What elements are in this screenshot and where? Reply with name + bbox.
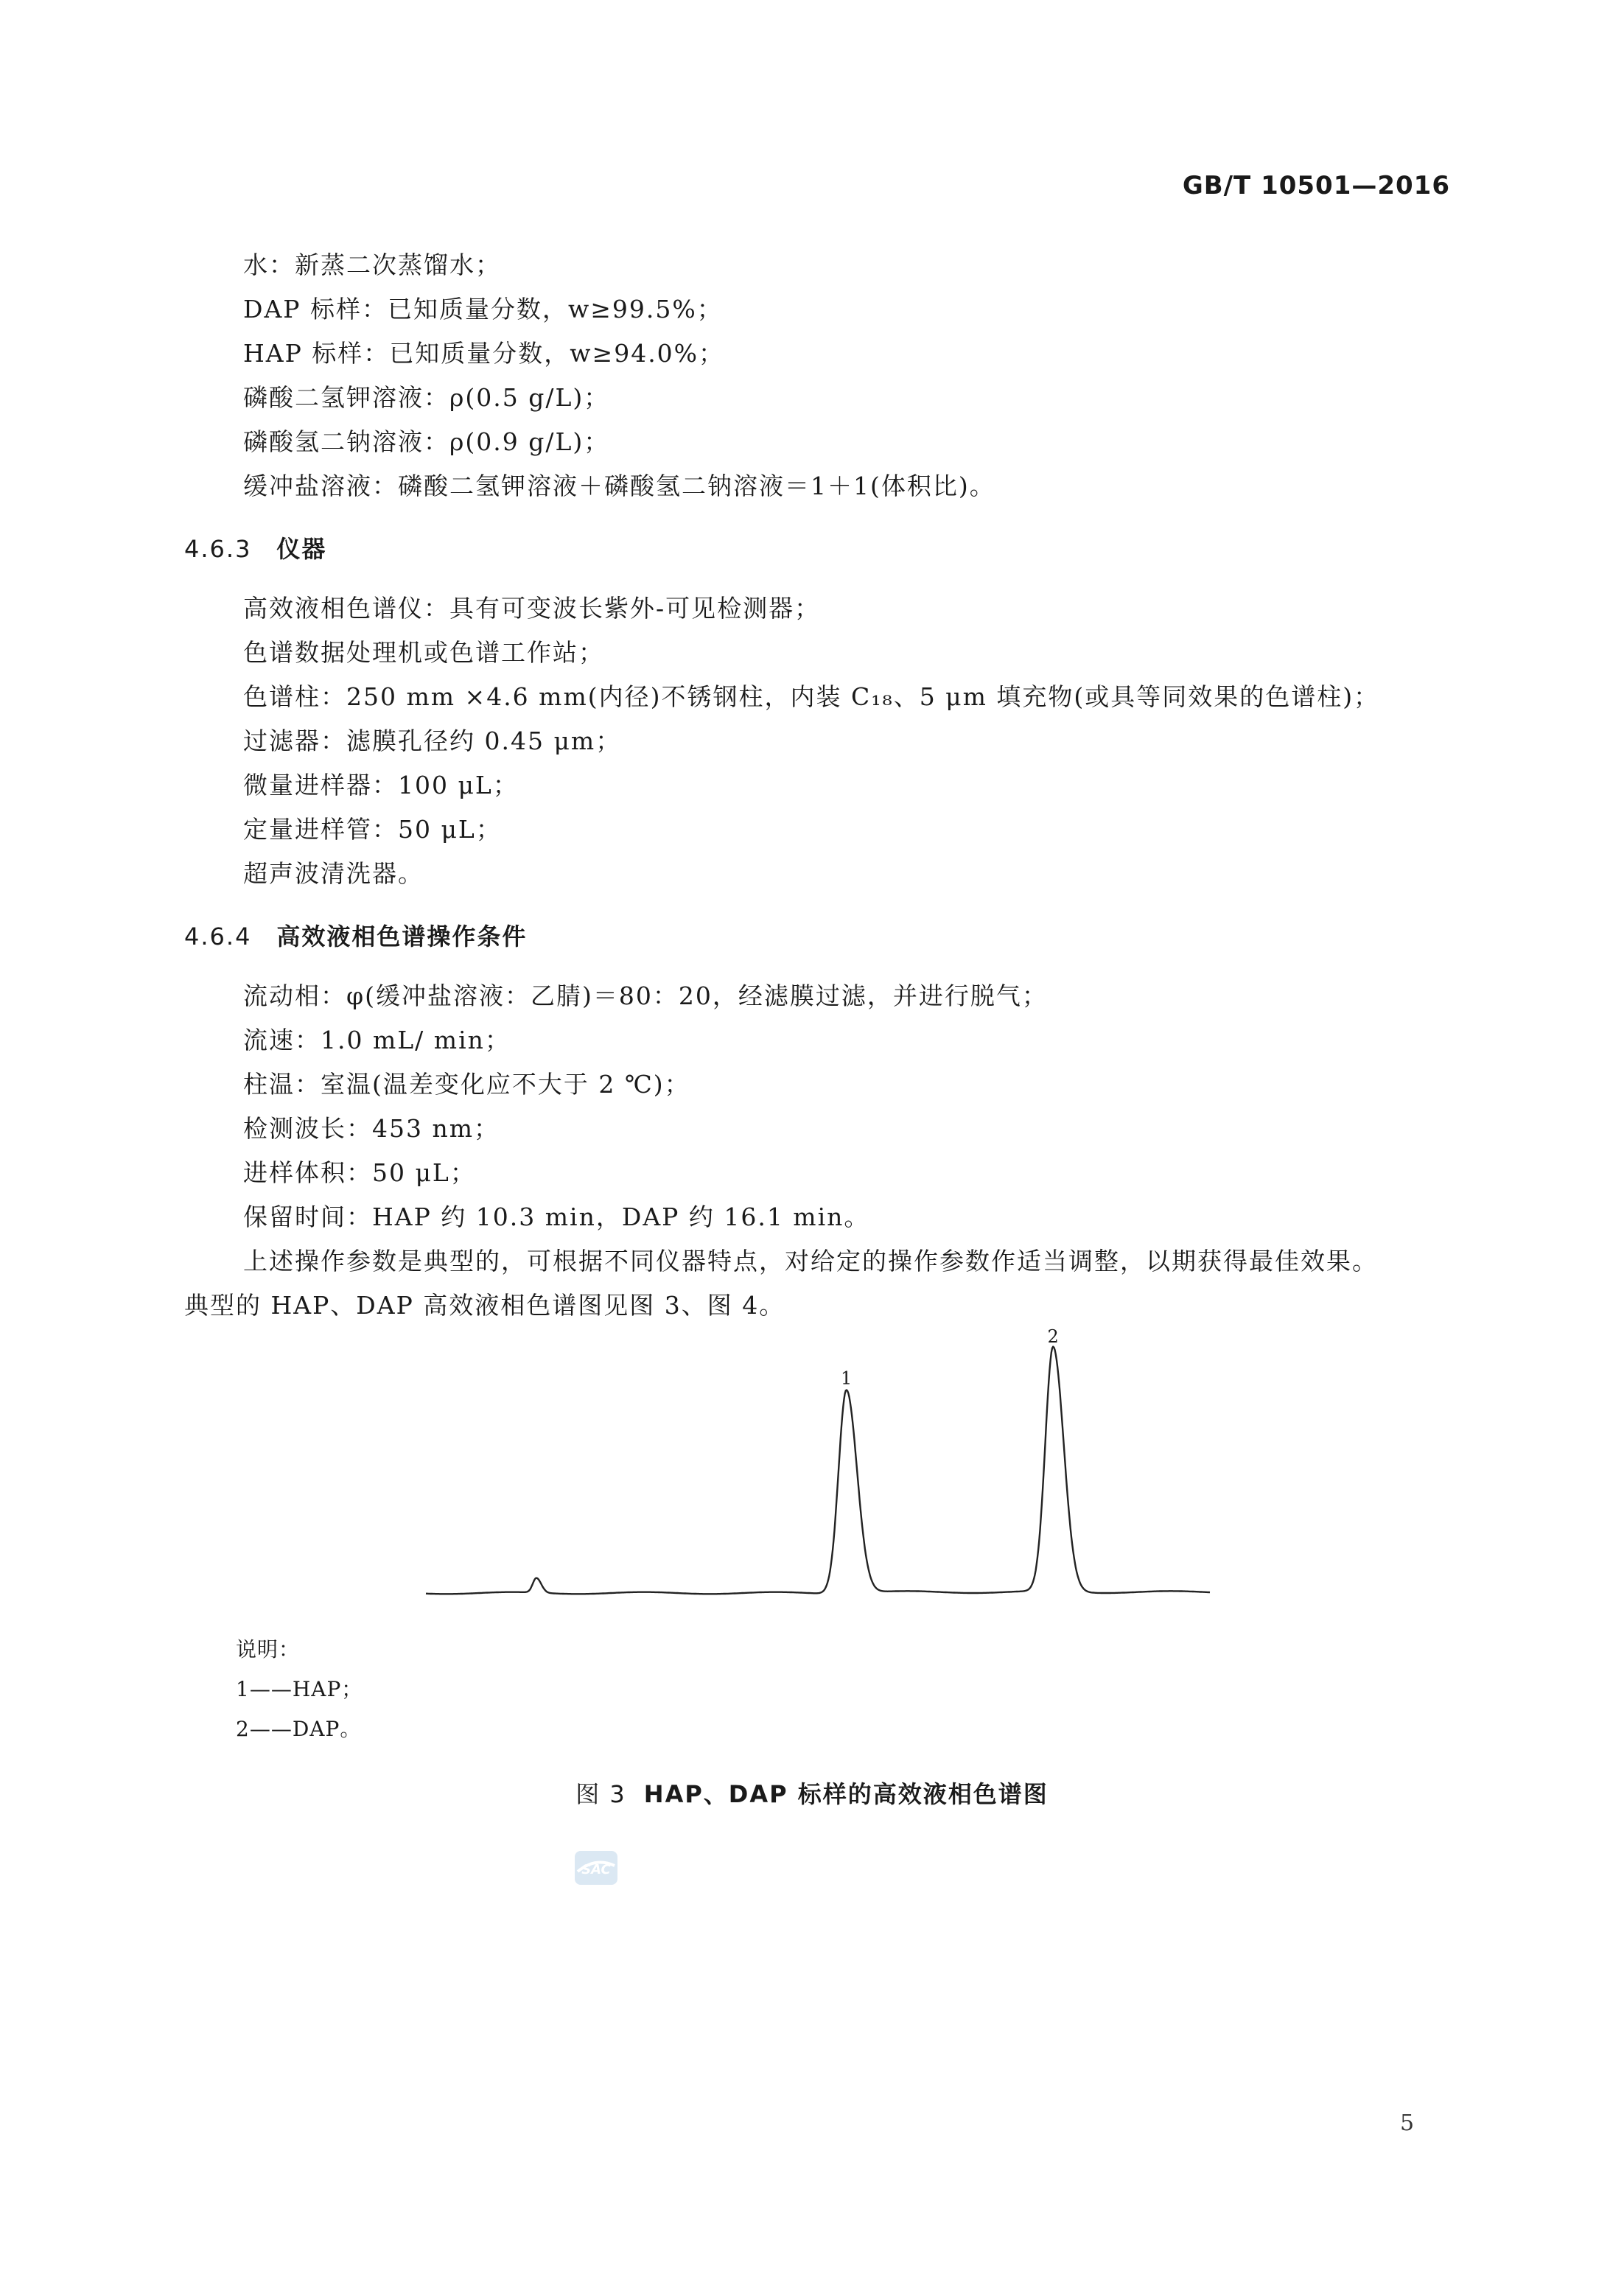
list-item: 检测波长：453 nm； [243, 1114, 500, 1143]
list-item: 流动相：φ(缓冲盐溶液：乙腈)＝80：20，经滤膜过滤，并进行脱气； [243, 981, 1048, 1010]
list-item: 进样体积：50 μL； [243, 1158, 476, 1187]
sac-logo-icon [573, 1849, 619, 1886]
list-item: 保留时间：HAP 约 10.3 min，DAP 约 16.1 min。 [243, 1202, 870, 1231]
list-item: 超声波清洗器。 [243, 859, 424, 888]
svg-text:SAC: SAC [581, 1862, 611, 1877]
peak-label-hap: 1 [841, 1368, 853, 1389]
conditions-list [243, 974, 1481, 1239]
section-heading-4-6-4 [184, 918, 527, 952]
list-item: 流速：1.0 mL/ min； [243, 1026, 511, 1054]
section-number: 4.6.3 [184, 535, 252, 563]
figure-caption [0, 1776, 1624, 1810]
list-item: 色谱数据处理机或色谱工作站； [243, 638, 604, 667]
legend-item: 2——DAP。 [236, 1717, 362, 1741]
section-number: 4.6.4 [184, 923, 252, 951]
list-item: 过滤器：滤膜孔径约 0.45 μm； [243, 727, 622, 755]
legend-title: 说明： [236, 1637, 301, 1662]
section-title: 仪器 [276, 535, 327, 563]
reagent-list [243, 243, 1481, 508]
chromatogram-trace [426, 1347, 1210, 1594]
list-item: 磷酸二氢钾溶液：ρ(0.5 g/L)； [243, 383, 610, 412]
list-item: 柱温：室温(温差变化应不大于 2 ℃)； [243, 1070, 690, 1099]
figure-number: 图 3 [575, 1780, 626, 1808]
adjustment-paragraph [184, 1239, 1452, 1328]
figure-title: HAP、DAP 标样的高效液相色谱图 [643, 1780, 1049, 1808]
chromatogram-chart [420, 1319, 1216, 1614]
page-number: 5 [1400, 2110, 1415, 2136]
section-title: 高效液相色谱操作条件 [276, 923, 528, 951]
standard-number: GB/T 10501—2016 [1182, 171, 1450, 200]
figure-legend [236, 1630, 363, 1749]
instrument-list [243, 587, 1481, 896]
peak-label-dap: 2 [1047, 1326, 1059, 1347]
list-item: HAP 标样：已知质量分数，w≥94.0%； [243, 339, 725, 368]
paragraph-line: 上述操作参数是典型的，可根据不同仪器特点，对给定的操作参数作适当调整，以期获得最佳效果。 [243, 1247, 1378, 1275]
list-item: 磷酸氢二钠溶液：ρ(0.9 g/L)； [243, 427, 610, 456]
list-item: 色谱柱：250 mm ×4.6 mm(内径)不锈钢柱，内装 C₁₈、5 μm 填充物(或具等同效果的色谱柱)； [243, 682, 1380, 711]
list-item: 高效液相色谱仪：具有可变波长紫外-可见检测器； [243, 594, 821, 623]
list-item: DAP 标样：已知质量分数，w≥99.5%； [243, 295, 723, 323]
section-heading-4-6-3 [184, 531, 326, 564]
legend-item: 1——HAP； [236, 1677, 363, 1701]
list-item: 微量进样器：100 μL； [243, 771, 519, 799]
list-item: 水：新蒸二次蒸馏水； [243, 251, 501, 279]
list-item: 定量进样管：50 μL； [243, 815, 502, 844]
paragraph-line: 典型的 HAP、DAP 高效液相色谱图见图 3、图 4。 [184, 1291, 785, 1320]
list-item: 缓冲盐溶液：磷酸二氢钾溶液＋磷酸氢二钠溶液＝1＋1(体积比)。 [243, 472, 995, 500]
